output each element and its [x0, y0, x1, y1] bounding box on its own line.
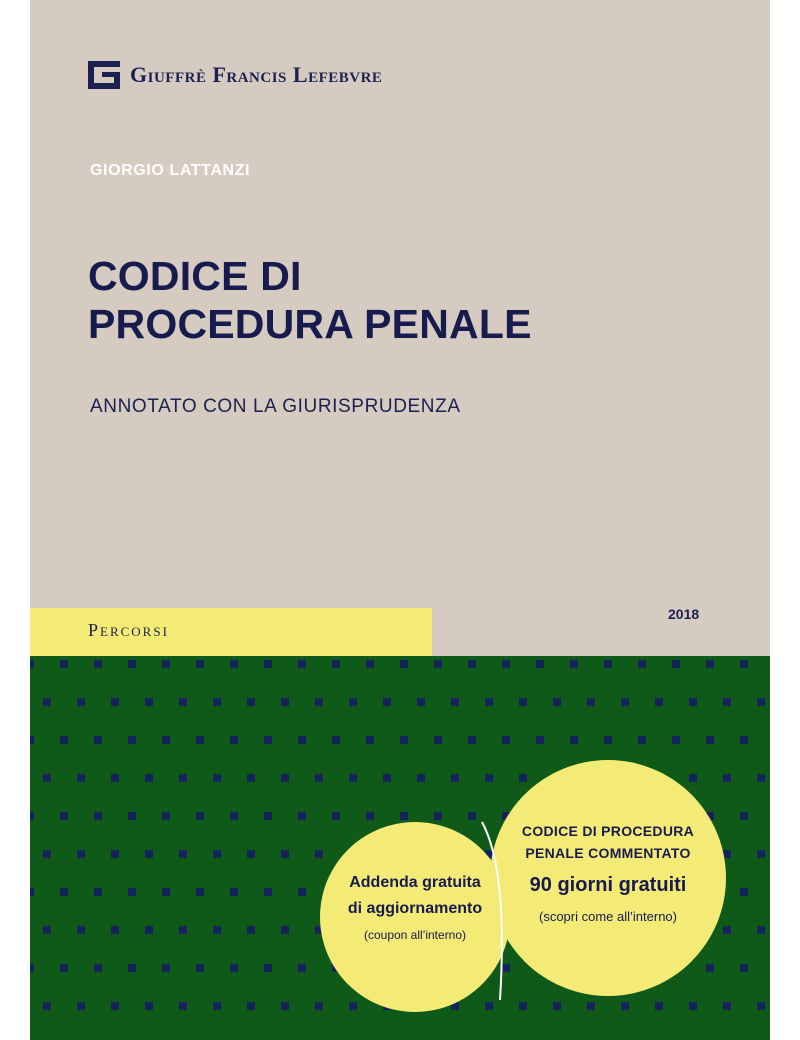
book-title — [88, 252, 708, 348]
pattern-dot — [400, 736, 408, 744]
pattern-dot — [145, 926, 153, 934]
pattern-dot — [672, 660, 680, 668]
title-line: PROCEDURA PENALE — [88, 301, 532, 347]
pattern-dot — [706, 660, 714, 668]
pattern-dot — [451, 698, 459, 706]
publication-year: 2018 — [668, 606, 700, 622]
pattern-dot — [553, 698, 561, 706]
pattern-dot — [230, 888, 238, 896]
pattern-dot — [485, 774, 493, 782]
pattern-dot — [196, 660, 204, 668]
pattern-dot — [417, 774, 425, 782]
pattern-dot — [43, 926, 51, 934]
pattern-dot — [298, 812, 306, 820]
pattern-dot — [434, 660, 442, 668]
pattern-dot — [315, 698, 323, 706]
pattern-dot — [689, 1002, 697, 1010]
badge-left-note: (coupon all’interno) — [363, 928, 467, 942]
book-subtitle: ANNOTATO CON LA GIURISPRUDENZA — [90, 396, 461, 417]
pattern-dot — [77, 926, 85, 934]
pattern-dot — [30, 736, 34, 744]
pattern-dot — [213, 926, 221, 934]
pattern-dot — [179, 698, 187, 706]
badge-left-line2: di aggiornamento — [347, 900, 483, 917]
pattern-dot — [298, 888, 306, 896]
publisher-name: Giuffrè Francis Lefebvre — [130, 62, 383, 87]
pattern-dot — [604, 660, 612, 668]
pattern-dot — [179, 1002, 187, 1010]
pattern-dot — [128, 812, 136, 820]
pattern-dot — [281, 1002, 289, 1010]
series-label: Percorsi — [88, 620, 169, 640]
pattern-dot — [43, 774, 51, 782]
pattern-dot — [230, 660, 238, 668]
pattern-dot — [757, 698, 765, 706]
pattern-dot — [179, 926, 187, 934]
pattern-dot — [247, 850, 255, 858]
pattern-dot — [638, 660, 646, 668]
pattern-dot — [502, 736, 510, 744]
pattern-dot — [349, 774, 357, 782]
pattern-dot — [94, 888, 102, 896]
pattern-dot — [536, 736, 544, 744]
pattern-dot — [60, 660, 68, 668]
pattern-dot — [332, 660, 340, 668]
title-line: CODICE DI — [88, 253, 302, 299]
pattern-dot — [264, 964, 272, 972]
pattern-dot — [162, 888, 170, 896]
pattern-dot — [94, 660, 102, 668]
pattern-dot — [332, 736, 340, 744]
pattern-dot — [451, 774, 459, 782]
pattern-dot — [366, 660, 374, 668]
pattern-dot — [434, 812, 442, 820]
pattern-dot — [536, 660, 544, 668]
pattern-dot — [723, 926, 731, 934]
pattern-dot — [587, 1002, 595, 1010]
pattern-dot — [570, 660, 578, 668]
pattern-dot — [349, 1002, 357, 1010]
pattern-dot — [247, 926, 255, 934]
pattern-dot — [434, 736, 442, 744]
pattern-dot — [60, 812, 68, 820]
pattern-dot — [672, 736, 680, 744]
pattern-dot — [587, 698, 595, 706]
pattern-dot — [94, 964, 102, 972]
pattern-dot — [655, 698, 663, 706]
pattern-dot — [400, 812, 408, 820]
pattern-dot — [30, 964, 34, 972]
pattern-dot — [128, 736, 136, 744]
pattern-dot — [740, 736, 748, 744]
author-name: GIORGIO LATTANZI — [90, 162, 251, 179]
pattern-dot — [706, 964, 714, 972]
pattern-dot — [162, 812, 170, 820]
pattern-dot — [519, 774, 527, 782]
pattern-dot — [264, 812, 272, 820]
badge-right-line1: CODICE DI PROCEDURA — [521, 823, 695, 839]
pattern-dot — [468, 736, 476, 744]
pattern-dot — [77, 698, 85, 706]
pattern-dot — [213, 1002, 221, 1010]
pattern-dot — [315, 1002, 323, 1010]
badge-left-line1: Addenda gratuita — [349, 874, 481, 891]
pattern-dot — [400, 660, 408, 668]
pattern-dot — [519, 698, 527, 706]
pattern-dot — [740, 888, 748, 896]
pattern-dot — [162, 736, 170, 744]
pattern-dot — [417, 698, 425, 706]
pattern-dot — [43, 1002, 51, 1010]
pattern-dot — [689, 698, 697, 706]
pattern-dot — [740, 660, 748, 668]
pattern-dot — [621, 1002, 629, 1010]
pattern-dot — [77, 850, 85, 858]
pattern-dot — [77, 1002, 85, 1010]
pattern-dot — [179, 774, 187, 782]
pattern-dot — [468, 660, 476, 668]
pattern-dot — [757, 926, 765, 934]
pattern-dot — [723, 774, 731, 782]
pattern-dot — [298, 736, 306, 744]
pattern-dot — [706, 736, 714, 744]
pattern-dot — [196, 736, 204, 744]
pattern-dot — [247, 774, 255, 782]
pattern-dot — [196, 888, 204, 896]
pattern-dot — [111, 1002, 119, 1010]
pattern-dot — [30, 888, 34, 896]
pattern-dot — [196, 964, 204, 972]
pattern-dot — [366, 736, 374, 744]
pattern-dot — [383, 774, 391, 782]
pattern-dot — [30, 660, 34, 668]
pattern-dot — [281, 850, 289, 858]
pattern-dot — [196, 812, 204, 820]
pattern-dot — [247, 698, 255, 706]
pattern-dot — [502, 660, 510, 668]
pattern-dot — [604, 736, 612, 744]
pattern-dot — [332, 812, 340, 820]
pattern-dot — [366, 812, 374, 820]
pattern-dot — [740, 812, 748, 820]
pattern-dot — [264, 736, 272, 744]
pattern-dot — [230, 964, 238, 972]
pattern-dot — [43, 850, 51, 858]
pattern-dot — [111, 774, 119, 782]
pattern-dot — [281, 926, 289, 934]
pattern-dot — [162, 660, 170, 668]
pattern-dot — [60, 964, 68, 972]
pattern-dot — [145, 774, 153, 782]
pattern-dot — [723, 698, 731, 706]
pattern-dot — [162, 964, 170, 972]
pattern-dot — [655, 1002, 663, 1010]
pattern-dot — [383, 698, 391, 706]
pattern-dot — [315, 850, 323, 858]
pattern-dot — [468, 812, 476, 820]
pattern-dot — [298, 660, 306, 668]
pattern-dot — [111, 926, 119, 934]
pattern-dot — [553, 1002, 561, 1010]
pattern-dot — [145, 1002, 153, 1010]
pattern-dot — [60, 736, 68, 744]
badge-right — [482, 820, 734, 924]
pattern-dot — [757, 774, 765, 782]
pattern-dot — [230, 812, 238, 820]
pattern-dot — [60, 888, 68, 896]
pattern-dot — [757, 1002, 765, 1010]
pattern-dot — [723, 1002, 731, 1010]
pattern-dot — [349, 698, 357, 706]
pattern-dot — [689, 774, 697, 782]
pattern-dot — [281, 774, 289, 782]
pattern-dot — [621, 698, 629, 706]
badge-right-note: (scopri come all’interno) — [539, 909, 677, 924]
pattern-dot — [281, 698, 289, 706]
pattern-dot — [740, 964, 748, 972]
pattern-dot — [179, 850, 187, 858]
badge-right-line2: PENALE COMMENTATO — [525, 845, 691, 861]
pattern-dot — [485, 1002, 493, 1010]
pattern-dot — [30, 812, 34, 820]
pattern-dot — [570, 736, 578, 744]
pattern-dot — [230, 736, 238, 744]
book-cover — [30, 0, 770, 1040]
pattern-dot — [111, 850, 119, 858]
publisher-logo — [88, 60, 382, 90]
pattern-dot — [145, 850, 153, 858]
pattern-dot — [638, 736, 646, 744]
pattern-dot — [94, 736, 102, 744]
pattern-dot — [128, 660, 136, 668]
pattern-dot — [247, 1002, 255, 1010]
pattern-dot — [111, 698, 119, 706]
pattern-dot — [485, 698, 493, 706]
pattern-dot — [145, 698, 153, 706]
pattern-dot — [757, 850, 765, 858]
pattern-dot — [213, 698, 221, 706]
pattern-dot — [213, 850, 221, 858]
pattern-dot — [128, 888, 136, 896]
pattern-dot — [264, 888, 272, 896]
badge-right-highlight: 90 giorni gratuiti — [529, 874, 687, 896]
pattern-dot — [77, 774, 85, 782]
pattern-dot — [315, 774, 323, 782]
pattern-dot — [264, 660, 272, 668]
pattern-dot — [94, 812, 102, 820]
pattern-dot — [43, 698, 51, 706]
pattern-dot — [128, 964, 136, 972]
pattern-dot — [213, 774, 221, 782]
pattern-dot — [502, 964, 510, 972]
gfl-logo-icon — [88, 61, 120, 89]
pattern-dot — [519, 1002, 527, 1010]
pattern-dot — [298, 964, 306, 972]
